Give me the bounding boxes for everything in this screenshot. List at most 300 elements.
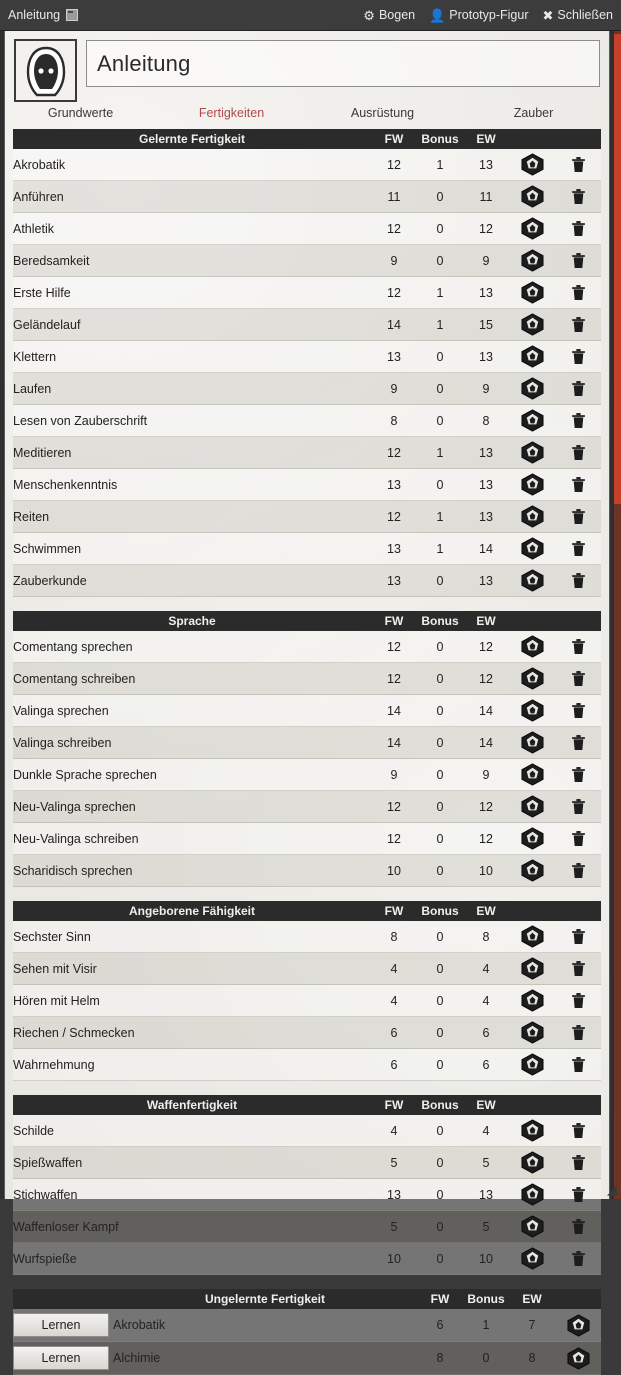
skill-bonus: 0 — [417, 1211, 463, 1243]
skill-bonus: 0 — [417, 759, 463, 791]
section-header — [13, 611, 601, 631]
skill-fw: 12 — [371, 791, 417, 823]
skill-ew: 13 — [463, 565, 509, 597]
column-header-ew: EW — [463, 901, 509, 921]
trash-icon — [571, 412, 586, 429]
skill-ew: 7 — [509, 1309, 555, 1342]
column-header-bonus: Bonus — [417, 1095, 463, 1115]
d20-die-icon — [521, 699, 544, 722]
skill-name: Beredsamkeit — [13, 245, 371, 277]
roll-button[interactable] — [509, 791, 555, 823]
skill-name: Alchimie — [113, 1342, 417, 1375]
skill-ew: 6 — [463, 1049, 509, 1081]
roll-button[interactable] — [509, 341, 555, 373]
skill-bonus: 0 — [417, 565, 463, 597]
d20-die-icon — [521, 217, 544, 240]
skill-bonus: 0 — [417, 181, 463, 213]
menu-item-bogen[interactable] — [363, 8, 415, 22]
table-row — [13, 727, 601, 759]
skill-ew: 9 — [463, 245, 509, 277]
trash-icon — [571, 156, 586, 173]
skill-fw: 12 — [371, 149, 417, 181]
section-header — [13, 901, 601, 921]
skill-name: Reiten — [13, 501, 371, 533]
skill-ew: 12 — [463, 791, 509, 823]
skill-bonus: 0 — [417, 1243, 463, 1275]
roll-button[interactable] — [509, 631, 555, 663]
d20-die-icon — [521, 505, 544, 528]
trash-icon — [571, 1186, 586, 1203]
roll-button[interactable] — [509, 405, 555, 437]
skill-bonus: 1 — [417, 309, 463, 341]
d20-die-icon — [521, 1247, 544, 1270]
delete-button[interactable] — [555, 277, 601, 309]
window-icon[interactable] — [66, 9, 78, 21]
d20-die-icon — [521, 473, 544, 496]
delete-button[interactable] — [555, 565, 601, 597]
skill-ew: 9 — [463, 759, 509, 791]
trash-icon — [571, 1122, 586, 1139]
trash-icon — [571, 444, 586, 461]
skill-bonus: 0 — [417, 1179, 463, 1211]
column-header-delete — [555, 1095, 601, 1115]
d20-die-icon — [521, 731, 544, 754]
skill-bonus: 0 — [417, 1115, 463, 1147]
delete-button[interactable] — [555, 533, 601, 565]
roll-button[interactable] — [509, 1243, 555, 1275]
skill-ew: 13 — [463, 1179, 509, 1211]
trash-icon — [571, 830, 586, 847]
roll-button[interactable] — [509, 213, 555, 245]
roll-button[interactable] — [509, 309, 555, 341]
skill-bonus: 0 — [417, 469, 463, 501]
delete-button[interactable] — [555, 149, 601, 181]
skill-name: Sehen mit Visir — [13, 953, 371, 985]
skill-fw: 13 — [371, 469, 417, 501]
skill-table-gelernte-fertigkeit — [13, 129, 601, 597]
skill-fw: 9 — [371, 245, 417, 277]
roll-button[interactable] — [509, 921, 555, 953]
skill-name: Valinga sprechen — [13, 695, 371, 727]
skill-fw: 11 — [371, 181, 417, 213]
learn-cell — [13, 1342, 113, 1375]
character-sheet — [4, 31, 610, 1365]
skill-ew: 5 — [463, 1147, 509, 1179]
skill-fw: 12 — [371, 277, 417, 309]
skill-ew: 8 — [463, 405, 509, 437]
section-title: Gelernte Fertigkeit — [13, 129, 371, 149]
roll-button[interactable] — [509, 1115, 555, 1147]
table-row — [13, 855, 601, 887]
skill-ew: 14 — [463, 727, 509, 759]
delete-button[interactable] — [555, 663, 601, 695]
skill-ew: 12 — [463, 213, 509, 245]
skill-bonus: 0 — [417, 855, 463, 887]
d20-die-icon — [521, 635, 544, 658]
trash-icon — [571, 702, 586, 719]
delete-button[interactable] — [555, 1179, 601, 1211]
table-row — [13, 631, 601, 663]
skill-name: Schwimmen — [13, 533, 371, 565]
trash-icon — [571, 476, 586, 493]
table-row — [13, 341, 601, 373]
skill-bonus: 1 — [417, 437, 463, 469]
d20-die-icon — [567, 1314, 590, 1337]
delete-button[interactable] — [555, 631, 601, 663]
page-scrollbar[interactable] — [614, 31, 621, 1199]
table-row — [13, 985, 601, 1017]
skill-name: Anführen — [13, 181, 371, 213]
skill-name: Klettern — [13, 341, 371, 373]
sheet-header — [5, 31, 609, 102]
d20-die-icon — [521, 377, 544, 400]
skill-fw: 10 — [371, 1243, 417, 1275]
skill-bonus: 0 — [417, 341, 463, 373]
roll-button[interactable] — [509, 727, 555, 759]
column-header-fw: FW — [371, 1095, 417, 1115]
table-row — [13, 1243, 601, 1275]
trash-icon — [571, 316, 586, 333]
column-header-delete — [555, 611, 601, 631]
learn-button[interactable]: Lernen — [13, 1346, 109, 1370]
resize-grip[interactable]: ◢ — [607, 1182, 617, 1197]
table-row — [13, 1179, 601, 1211]
table-row — [13, 1049, 601, 1081]
trash-icon — [571, 1056, 586, 1073]
delete-button[interactable] — [555, 309, 601, 341]
roll-button[interactable] — [509, 501, 555, 533]
delete-button[interactable] — [555, 1243, 601, 1275]
skill-bonus: 0 — [417, 791, 463, 823]
skill-bonus: 0 — [417, 823, 463, 855]
learn-button[interactable]: Lernen — [13, 1313, 109, 1337]
skill-name: Waffenloser Kampf — [13, 1211, 371, 1243]
delete-button[interactable] — [555, 501, 601, 533]
skill-name: Riechen / Schmecken — [13, 1017, 371, 1049]
table-row — [13, 1342, 601, 1375]
delete-button[interactable] — [555, 437, 601, 469]
table-row — [13, 373, 601, 405]
skill-fw: 9 — [371, 759, 417, 791]
roll-button[interactable] — [509, 149, 555, 181]
roll-button[interactable] — [509, 1017, 555, 1049]
d20-die-icon — [521, 1021, 544, 1044]
d20-die-icon — [521, 925, 544, 948]
skill-name: Erste Hilfe — [13, 277, 371, 309]
skill-name: Lesen von Zauberschrift — [13, 405, 371, 437]
avatar[interactable] — [14, 39, 77, 102]
section-header — [13, 1095, 601, 1115]
delete-button[interactable] — [555, 727, 601, 759]
table-row — [13, 533, 601, 565]
roll-button[interactable] — [509, 1147, 555, 1179]
skill-ew: 4 — [463, 985, 509, 1017]
gear-icon: ⚙ — [363, 7, 375, 23]
trash-icon — [571, 508, 586, 525]
skill-bonus: 1 — [463, 1309, 509, 1342]
delete-button[interactable] — [555, 953, 601, 985]
skill-name: Comentang sprechen — [13, 631, 371, 663]
delete-button[interactable] — [555, 213, 601, 245]
skill-table-sprache — [13, 611, 601, 887]
table-row — [13, 149, 601, 181]
column-header-roll — [509, 901, 555, 921]
trash-icon — [571, 1218, 586, 1235]
table-row — [13, 437, 601, 469]
close-icon: ✖ — [542, 7, 554, 23]
delete-button[interactable] — [555, 1147, 601, 1179]
d20-die-icon — [521, 345, 544, 368]
table-row — [13, 759, 601, 791]
column-header-ew: EW — [509, 1289, 555, 1309]
d20-die-icon — [521, 859, 544, 882]
roll-button[interactable] — [509, 565, 555, 597]
trash-icon — [571, 572, 586, 589]
delete-button[interactable] — [555, 181, 601, 213]
menu-item-schliessen[interactable] — [543, 8, 614, 22]
delete-button[interactable] — [555, 759, 601, 791]
sheet-tabs — [5, 102, 609, 129]
trash-icon — [571, 734, 586, 751]
skill-bonus: 1 — [417, 501, 463, 533]
skill-bonus: 1 — [417, 277, 463, 309]
skill-fw: 12 — [371, 437, 417, 469]
d20-die-icon — [521, 795, 544, 818]
table-row — [13, 1147, 601, 1179]
roll-button[interactable] — [509, 277, 555, 309]
skill-name: Neu-Valinga sprechen — [13, 791, 371, 823]
skill-ew: 13 — [463, 501, 509, 533]
roll-button[interactable] — [509, 759, 555, 791]
trash-icon — [571, 928, 586, 945]
tab-zauber[interactable]: Zauber — [513, 106, 554, 120]
page-scrollbar-thumb[interactable] — [614, 34, 621, 504]
skill-ew: 13 — [463, 341, 509, 373]
skill-ew: 13 — [463, 149, 509, 181]
column-header-fw: FW — [417, 1289, 463, 1309]
trash-icon — [571, 284, 586, 301]
skill-fw: 10 — [371, 855, 417, 887]
delete-button[interactable] — [555, 1049, 601, 1081]
d20-die-icon — [521, 1053, 544, 1076]
delete-button[interactable] — [555, 1115, 601, 1147]
roll-button[interactable] — [555, 1342, 601, 1375]
table-row — [13, 791, 601, 823]
delete-button[interactable] — [555, 1017, 601, 1049]
skill-ew: 4 — [463, 953, 509, 985]
trash-icon — [571, 540, 586, 557]
roll-button[interactable] — [509, 469, 555, 501]
skill-fw: 12 — [371, 631, 417, 663]
skill-bonus: 0 — [417, 921, 463, 953]
delete-button[interactable] — [555, 823, 601, 855]
column-header-delete — [555, 901, 601, 921]
skill-ew: 13 — [463, 469, 509, 501]
hooded-figure-avatar-icon — [21, 45, 71, 97]
table-row — [13, 565, 601, 597]
column-header-fw: FW — [371, 901, 417, 921]
d20-die-icon — [567, 1347, 590, 1370]
roll-button[interactable] — [509, 1211, 555, 1243]
skill-name: Wurfspieße — [13, 1243, 371, 1275]
section-title: Sprache — [13, 611, 371, 631]
trash-icon — [571, 670, 586, 687]
delete-button[interactable] — [555, 985, 601, 1017]
d20-die-icon — [521, 763, 544, 786]
d20-die-icon — [521, 1119, 544, 1142]
skill-name: Menschenkenntnis — [13, 469, 371, 501]
skill-ew: 13 — [463, 277, 509, 309]
title-bar — [0, 0, 621, 31]
d20-die-icon — [521, 569, 544, 592]
column-header-roll — [509, 611, 555, 631]
title-bar-left — [8, 8, 78, 22]
skill-name: Spießwaffen — [13, 1147, 371, 1179]
skill-ew: 10 — [463, 855, 509, 887]
column-header-ew: EW — [463, 129, 509, 149]
skill-fw: 13 — [371, 565, 417, 597]
trash-icon — [571, 252, 586, 269]
skill-bonus: 0 — [417, 727, 463, 759]
roll-button[interactable] — [509, 373, 555, 405]
skill-fw: 4 — [371, 1115, 417, 1147]
table-row — [13, 181, 601, 213]
table-row — [13, 695, 601, 727]
learn-cell — [13, 1309, 113, 1342]
d20-die-icon — [521, 409, 544, 432]
skill-fw: 14 — [371, 695, 417, 727]
column-header-fw: FW — [371, 611, 417, 631]
delete-button[interactable] — [555, 921, 601, 953]
skill-ew: 15 — [463, 309, 509, 341]
skill-bonus: 0 — [417, 405, 463, 437]
skill-ew: 4 — [463, 1115, 509, 1147]
d20-die-icon — [521, 249, 544, 272]
section-title: Waffenfertigkeit — [13, 1095, 371, 1115]
roll-button[interactable] — [509, 1049, 555, 1081]
skill-fw: 8 — [371, 921, 417, 953]
skill-name: Valinga schreiben — [13, 727, 371, 759]
tab-fertigkeiten[interactable]: Fertigkeiten — [198, 106, 265, 120]
tab-grundwerte[interactable]: Grundwerte — [47, 106, 114, 120]
skill-ew: 12 — [463, 823, 509, 855]
delete-button[interactable] — [555, 245, 601, 277]
skill-name: Neu-Valinga schreiben — [13, 823, 371, 855]
skill-bonus: 0 — [417, 1049, 463, 1081]
trash-icon — [571, 1154, 586, 1171]
skill-fw: 13 — [371, 341, 417, 373]
skill-name: Comentang schreiben — [13, 663, 371, 695]
roll-button[interactable] — [509, 1179, 555, 1211]
d20-die-icon — [521, 957, 544, 980]
d20-die-icon — [521, 1215, 544, 1238]
skill-name: Dunkle Sprache sprechen — [13, 759, 371, 791]
d20-die-icon — [521, 185, 544, 208]
d20-die-icon — [521, 537, 544, 560]
skill-fw: 12 — [371, 663, 417, 695]
roll-button[interactable] — [509, 181, 555, 213]
skill-fw: 13 — [371, 1179, 417, 1211]
skill-name: Stichwaffen — [13, 1179, 371, 1211]
roll-button[interactable] — [555, 1309, 601, 1342]
skill-name: Akrobatik — [13, 149, 371, 181]
column-header-delete — [555, 129, 601, 149]
roll-button[interactable] — [509, 855, 555, 887]
d20-die-icon — [521, 1183, 544, 1206]
skill-name: Sechster Sinn — [13, 921, 371, 953]
column-header-ew: EW — [463, 611, 509, 631]
delete-button[interactable] — [555, 405, 601, 437]
delete-button[interactable] — [555, 791, 601, 823]
skill-ew: 12 — [463, 631, 509, 663]
roll-button[interactable] — [509, 437, 555, 469]
tab-ausruestung[interactable]: Ausrüstung — [350, 106, 415, 120]
skill-bonus: 0 — [417, 1017, 463, 1049]
skill-bonus: 0 — [417, 213, 463, 245]
title-bar-menu — [363, 8, 613, 22]
d20-die-icon — [521, 1151, 544, 1174]
table-row — [13, 663, 601, 695]
skill-fw: 14 — [371, 309, 417, 341]
column-header-ew: EW — [463, 1095, 509, 1115]
table-row — [13, 1115, 601, 1147]
table-row — [13, 921, 601, 953]
table-row — [13, 309, 601, 341]
skill-fw: 12 — [371, 823, 417, 855]
skill-bonus: 0 — [463, 1342, 509, 1375]
d20-die-icon — [521, 153, 544, 176]
user-icon: 👤 — [429, 7, 446, 23]
roll-button[interactable] — [509, 695, 555, 727]
delete-button[interactable] — [555, 341, 601, 373]
menu-item-prototyp-figur[interactable] — [429, 8, 528, 22]
column-header-roll — [509, 129, 555, 149]
skill-bonus: 1 — [417, 149, 463, 181]
roll-button[interactable] — [509, 985, 555, 1017]
d20-die-icon — [521, 989, 544, 1012]
section-header-spacer — [13, 1289, 113, 1309]
character-name-field[interactable] — [86, 40, 600, 87]
skill-fw: 6 — [371, 1017, 417, 1049]
column-header-bonus: Bonus — [417, 611, 463, 631]
roll-button[interactable] — [509, 823, 555, 855]
roll-button[interactable] — [509, 953, 555, 985]
roll-button[interactable] — [509, 245, 555, 277]
roll-button[interactable] — [509, 663, 555, 695]
skill-ew: 6 — [463, 1017, 509, 1049]
skill-ew: 12 — [463, 663, 509, 695]
skill-bonus: 0 — [417, 663, 463, 695]
trash-icon — [571, 1024, 586, 1041]
skill-ew: 5 — [463, 1211, 509, 1243]
column-header-bonus: Bonus — [417, 901, 463, 921]
column-header-bonus: Bonus — [463, 1289, 509, 1309]
trash-icon — [571, 220, 586, 237]
character-name-value: Anleitung — [97, 50, 191, 76]
trash-icon — [571, 992, 586, 1009]
delete-button[interactable] — [555, 469, 601, 501]
menu-item-bogen-label: Bogen — [378, 8, 416, 22]
skill-fw: 6 — [371, 1049, 417, 1081]
delete-button[interactable] — [555, 1211, 601, 1243]
table-row — [13, 1309, 601, 1342]
delete-button[interactable] — [555, 373, 601, 405]
skill-fw: 12 — [371, 213, 417, 245]
delete-button[interactable] — [555, 695, 601, 727]
delete-button[interactable] — [555, 855, 601, 887]
roll-button[interactable] — [509, 533, 555, 565]
skill-fw: 12 — [371, 501, 417, 533]
